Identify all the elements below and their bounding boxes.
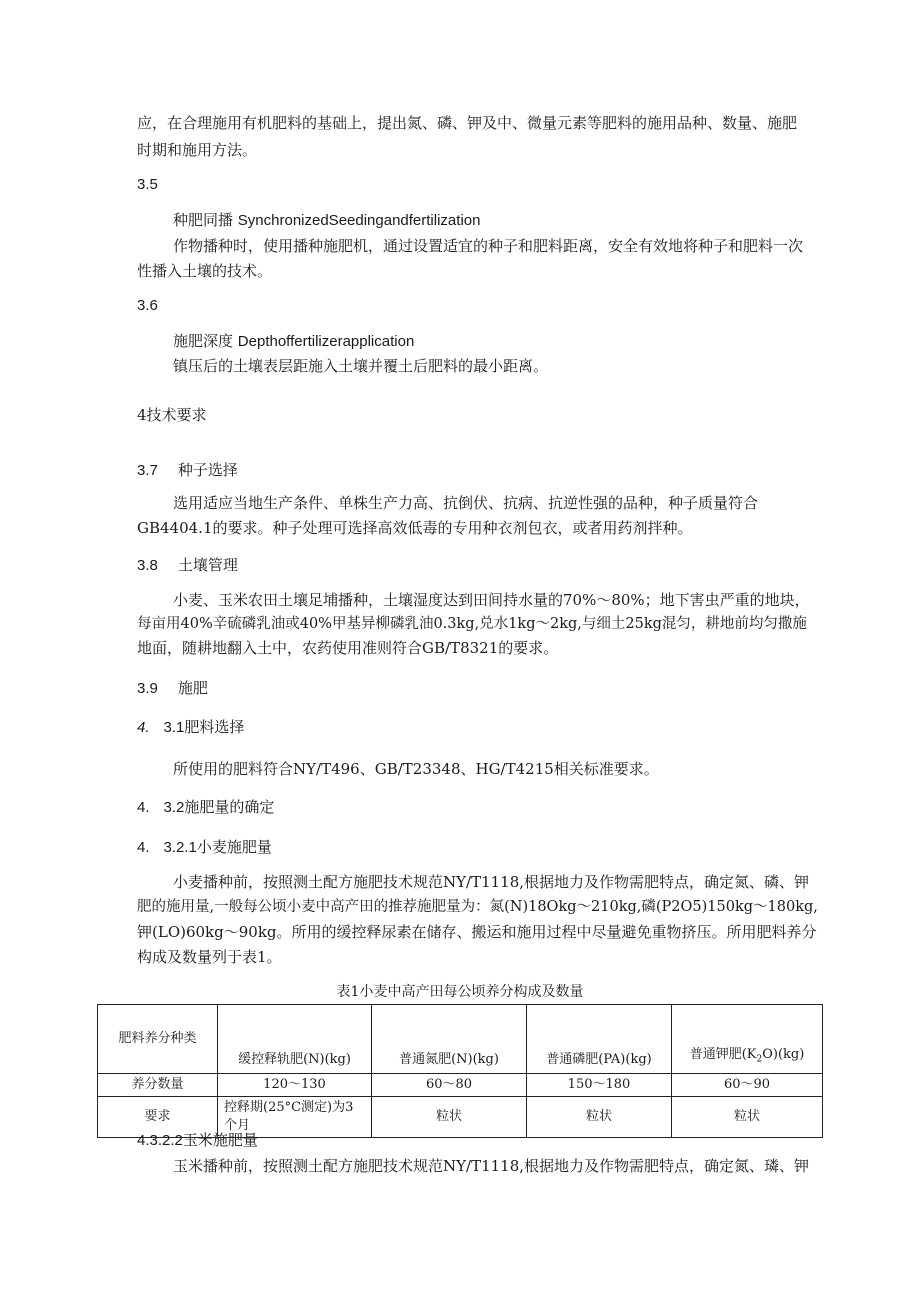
definition-line: 镇压后的土壤表层距施入土壤并覆土后肥料的最小距离。 xyxy=(173,357,549,375)
table-header-cell: 普通氮肥(N)(kg) xyxy=(372,1005,527,1074)
clause-number: 4. xyxy=(137,839,150,856)
paragraph-line: 肥的施用量,一般每公顷小麦中高产田的推荐施肥量为：氮(N)18Okg～210kg,磷(P2O5)150kg～180kg, xyxy=(137,899,818,915)
table-cell: 120～130 xyxy=(218,1074,372,1097)
clause-title: 3.2.1小麦施肥量 xyxy=(163,839,272,856)
table-caption: 表1小麦中高产田每公顷养分构成及数量 xyxy=(336,984,584,1000)
table-cell: 60～90 xyxy=(672,1074,823,1097)
paragraph-line: 小麦、玉米农田土壤足埔播种，土壤湿度达到田间持水量的70%～80%；地下害虫严重的地块， xyxy=(173,591,810,609)
nutrient-table xyxy=(97,1004,823,1138)
clause-heading xyxy=(137,717,244,738)
term-heading xyxy=(173,331,414,352)
table-cell: 粒状 xyxy=(672,1097,823,1138)
paragraph-line: 应，在合理施用有机肥料的基础上，提出氮、磷、钾及中、微量元素等肥料的施用品种、数量、施肥 xyxy=(137,114,798,132)
clause-number: 4. xyxy=(137,799,150,816)
clause-number: 3.8 xyxy=(137,557,158,574)
paragraph-line: GB4404.1的要求。种子处理可选择高效低毒的专用种衣剂包衣，或者用药剂拌种。 xyxy=(137,519,693,537)
paragraph-line: 钾(LO)60kg～90kg。所用的缓控释尿素在储存、搬运和施用过程中尽量避免重物挤压。所用肥料养分 xyxy=(137,923,817,941)
table-header-cell: 肥料养分种类 xyxy=(98,1005,218,1074)
header-text: O)(kg) xyxy=(762,1047,805,1063)
table-row-label: 养分数量 xyxy=(98,1074,218,1097)
table-header-cell: 缓控释轨肥(N)(kg) xyxy=(218,1005,372,1074)
paragraph-line: 所使用的肥料符合NY/T496、GB/T23348、HG/T4215相关标准要求。 xyxy=(173,760,659,778)
table-cell: 150～180 xyxy=(527,1074,672,1097)
clause-heading xyxy=(137,837,272,858)
table-cell: 粒状 xyxy=(527,1097,672,1138)
clause-title: 3.1肥料选择 xyxy=(163,719,245,736)
paragraph-line: 每亩用40%辛硫磷乳油或40%甲基异柳磷乳油0.3kg,兑水1kg～2kg,与细土25kg混匀，耕地前均匀撒施 xyxy=(137,616,807,632)
clause-title: 3.2施肥量的确定 xyxy=(163,799,275,816)
clause-number: 3.7 xyxy=(137,462,158,479)
clause-title: 种子选择 xyxy=(177,461,238,479)
term-chinese: 种肥同播 xyxy=(173,211,234,229)
term-english: Depthoffertilizerapplication xyxy=(237,333,415,350)
clause-heading xyxy=(137,678,208,699)
table-cell: 粒状 xyxy=(372,1097,527,1138)
table-row xyxy=(98,1074,823,1097)
clause-number: 3.6 xyxy=(137,297,158,314)
paragraph-line: 小麦播种前，按照测土配方施肥技术规范NY/T1118,根据地力及作物需肥特点，确定氮、磷、钾 xyxy=(173,873,810,891)
header-text: 普通钾肥(K xyxy=(689,1047,757,1063)
table-header-row xyxy=(98,1005,823,1074)
clause-number: 3.9 xyxy=(137,680,158,697)
table-row-label: 要求 xyxy=(98,1097,218,1138)
clause-heading xyxy=(137,555,238,576)
section-heading: 4技术要求 xyxy=(137,406,207,424)
paragraph-line: 选用适应当地生产条件、单株生产力高、抗倒伏、抗病、抗逆性强的品种，种子质量符合 xyxy=(173,494,759,512)
clause-title: 施肥 xyxy=(177,679,208,697)
table-header-cell xyxy=(672,1005,823,1074)
clause-heading: 4.3.2.2玉米施肥量 xyxy=(137,1132,258,1149)
term-english: SynchronizedSeedingandfertilization xyxy=(237,212,481,229)
table-header-cell: 普通磷肥(PA)(kg) xyxy=(527,1005,672,1074)
clause-number: 4. xyxy=(137,719,150,736)
clause-heading xyxy=(137,797,274,818)
cell-line: 个月 xyxy=(224,1118,251,1133)
clause-heading xyxy=(137,460,238,481)
paragraph-line: 构成及数量列于表1。 xyxy=(137,948,282,966)
clause-title: 土壤管理 xyxy=(177,556,238,574)
subscript: 2 xyxy=(756,1055,763,1065)
term-chinese: 施肥深度 xyxy=(173,332,234,350)
paragraph-line: 地面，随耕地翻入土中，农药使用准则符合GB/T8321的要求。 xyxy=(137,639,559,657)
paragraph-line: 玉米播种前，按照测土配方施肥技术规范NY/T1118,根据地力及作物需肥特点，确定氮、璘、钾 xyxy=(173,1157,810,1175)
clause-number: 3.5 xyxy=(137,176,158,193)
term-heading xyxy=(173,210,480,231)
paragraph-line: 时期和施用方法。 xyxy=(137,141,258,159)
definition-line: 性播入土壤的技术。 xyxy=(137,262,273,280)
cell-line: 控释期(25°C测定)为3 xyxy=(224,1100,354,1115)
table-cell: 60～80 xyxy=(372,1074,527,1097)
definition-line: 作物播种时，使用播种施肥机，通过设置适宜的种子和肥料距离，安全有效地将种子和肥料一次 xyxy=(173,237,804,255)
